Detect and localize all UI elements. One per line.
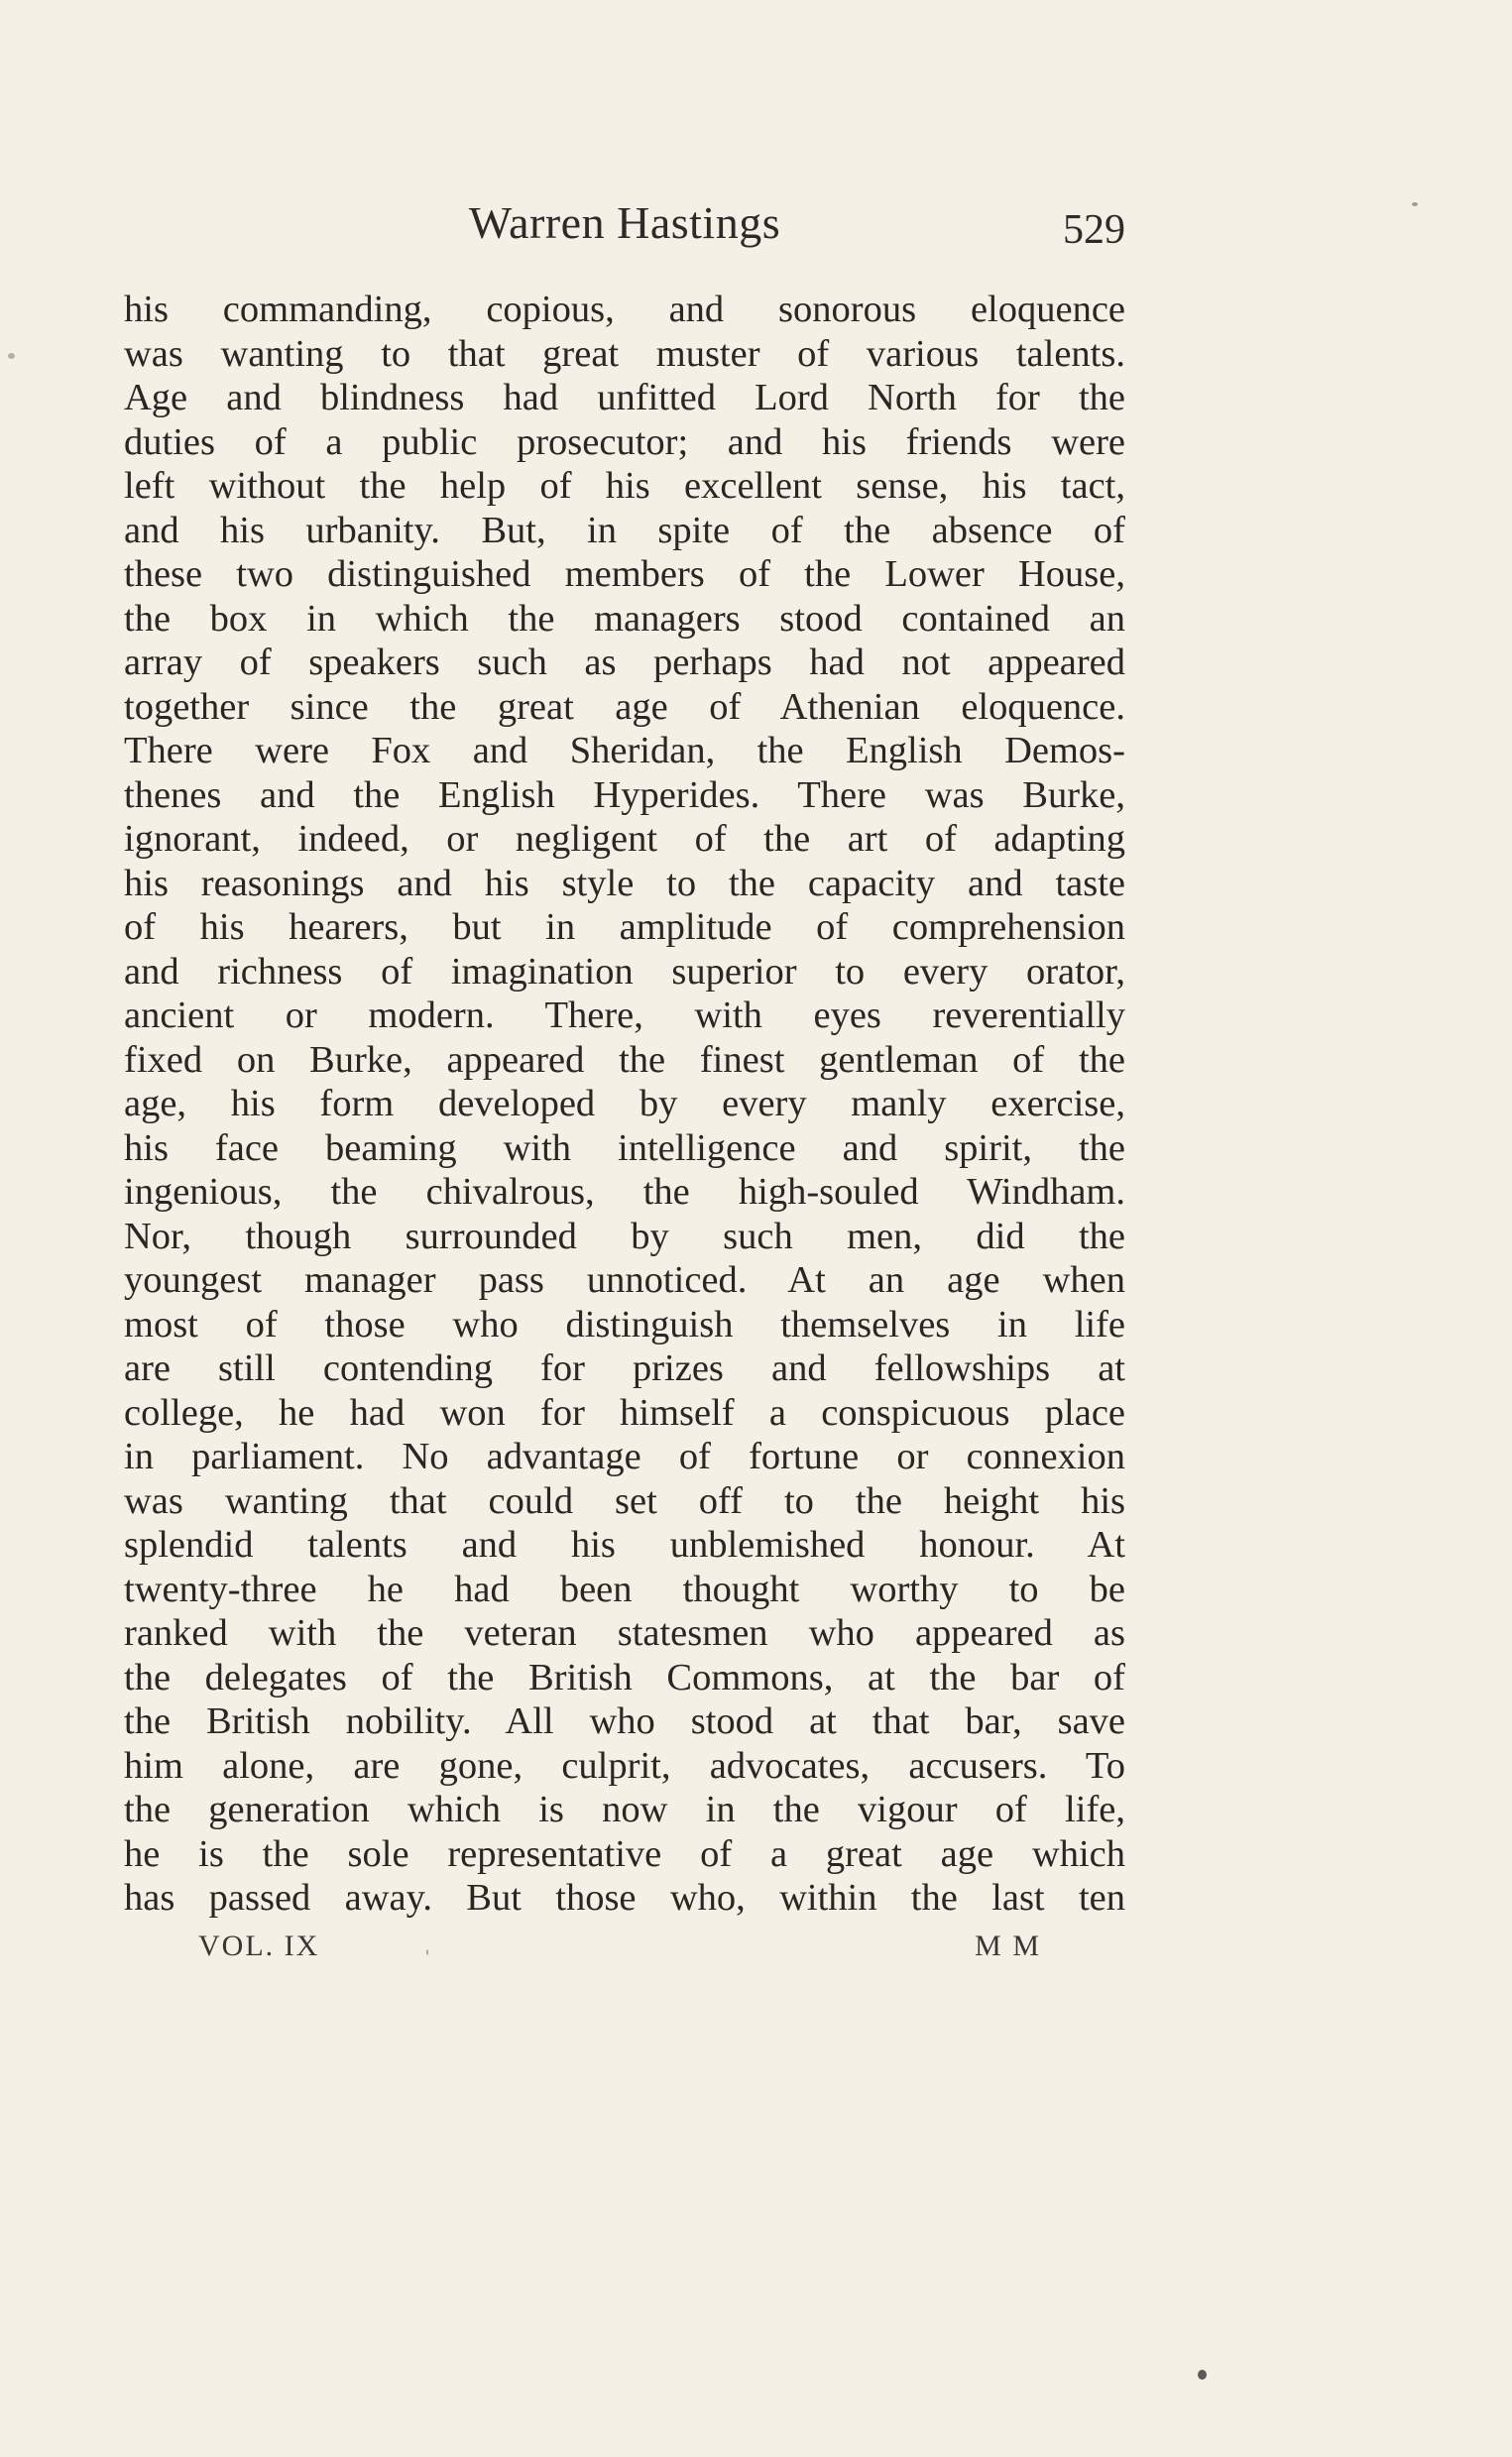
running-head bbox=[124, 194, 1125, 260]
text-line: has passed away. But those who, within the last ten bbox=[124, 1877, 1125, 1919]
body-text bbox=[124, 288, 1125, 1921]
text-line: he is the sole representative of a great age which bbox=[124, 1832, 1125, 1875]
text-line: are still contending for prizes and fellowships at bbox=[124, 1347, 1125, 1389]
text-line: in parliament. No advantage of fortune or connexion bbox=[124, 1436, 1125, 1477]
text-line: of his hearers, but in amplitude of comprehension bbox=[124, 906, 1125, 948]
text-line: thenes and the English Hyperides. There was Burke, bbox=[124, 773, 1125, 816]
text-line: twenty-three he had been thought worthy to be bbox=[124, 1568, 1125, 1610]
text-line: There were Fox and Sheridan, the English Demos- bbox=[124, 730, 1125, 771]
text-line: his face beaming with intelligence and spirit, the bbox=[124, 1126, 1125, 1169]
text-line: ingenious, the chivalrous, the high-souled Windham. bbox=[124, 1171, 1125, 1213]
text-line: left without the help of his excellent sense, his tact, bbox=[124, 465, 1125, 507]
text-line: the delegates of the British Commons, at the bar of bbox=[124, 1656, 1125, 1698]
text-line: the generation which is now in the vigour of life, bbox=[124, 1789, 1125, 1830]
text-line: ignorant, indeed, or negligent of the art of adapting bbox=[124, 818, 1125, 860]
text-line: was wanting to that great muster of various talents. bbox=[124, 332, 1125, 375]
text-line: was wanting that could set off to the height his bbox=[124, 1479, 1125, 1522]
text-line: duties of a public prosecutor; and his friends were bbox=[124, 420, 1125, 463]
text-line: together since the great age of Athenian eloquence. bbox=[124, 685, 1125, 728]
text-line: ranked with the veteran statesmen who appeared as bbox=[124, 1612, 1125, 1654]
text-line: his commanding, copious, and sonorous eloquence bbox=[124, 289, 1125, 330]
volume-label: VOL. IX bbox=[198, 1930, 320, 1962]
text-line: his reasonings and his style to the capacity and taste bbox=[124, 862, 1125, 904]
signature-mark: M M bbox=[975, 1930, 1041, 1962]
text-line: most of those who distinguish themselves in life bbox=[124, 1303, 1125, 1346]
text-line: splendid talents and his unblemished honour. At bbox=[124, 1524, 1125, 1566]
text-line: the British nobility. All who stood at that bar, save bbox=[124, 1700, 1125, 1742]
text-line: and his urbanity. But, in spite of the absence of bbox=[124, 509, 1125, 551]
text-line: these two distinguished members of the Lower House, bbox=[124, 553, 1125, 595]
text-line: him alone, are gone, culprit, advocates, accusers. To bbox=[124, 1744, 1125, 1787]
paper-speck bbox=[8, 353, 15, 359]
text-line: array of speakers such as perhaps had not appeared bbox=[124, 642, 1125, 683]
text-line: the box in which the managers stood contained an bbox=[124, 597, 1125, 640]
running-title: Warren Hastings bbox=[468, 197, 781, 248]
text-line: ancient or modern. There, with eyes reverentially bbox=[124, 994, 1125, 1036]
page-footer bbox=[198, 1930, 1041, 1973]
paper-speck bbox=[426, 1949, 428, 1955]
text-line: Nor, though surrounded by such men, did the bbox=[124, 1215, 1125, 1257]
paper-speck bbox=[1198, 2370, 1207, 2380]
text-line: and richness of imagination superior to every orator, bbox=[124, 950, 1125, 993]
text-line: Age and blindness had unfitted Lord North for the bbox=[124, 377, 1125, 418]
text-line: age, his form developed by every manly exercise, bbox=[124, 1083, 1125, 1124]
text-line: college, he had won for himself a conspicuous place bbox=[124, 1391, 1125, 1434]
text-line: youngest manager pass unnoticed. At an age when bbox=[124, 1259, 1125, 1301]
paper-speck bbox=[1412, 202, 1418, 206]
text-line: fixed on Burke, appeared the finest gentleman of the bbox=[124, 1038, 1125, 1081]
page-number: 529 bbox=[1063, 207, 1125, 253]
